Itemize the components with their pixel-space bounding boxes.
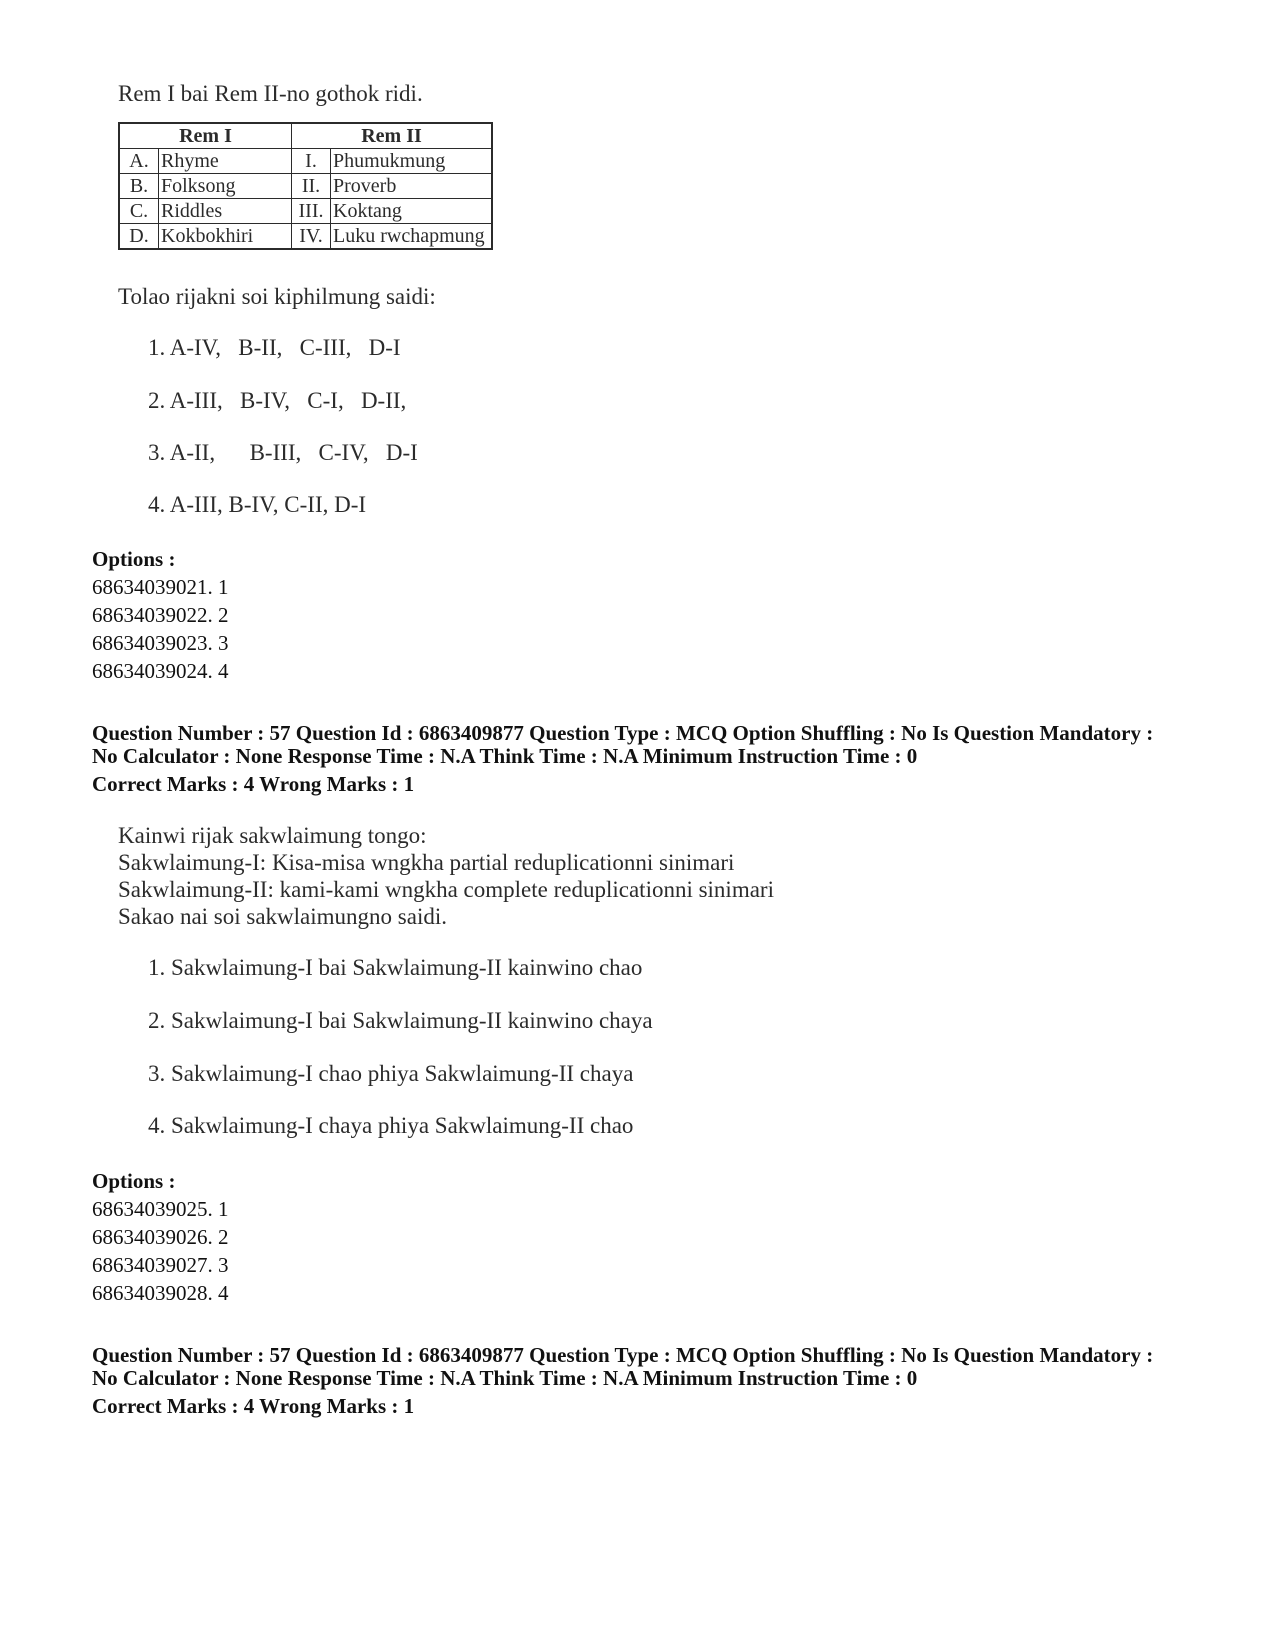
question-prompt bbox=[118, 283, 436, 311]
column-header-rem-i: Rem I bbox=[119, 123, 292, 149]
question-instruction: Rem I bai Rem II-no gothok ridi. bbox=[118, 81, 423, 106]
question-text-line: Kainwi rijak sakwlaimung tongo: bbox=[118, 823, 427, 848]
options-label: Options : bbox=[92, 1169, 176, 1193]
row-value: Rhyme bbox=[159, 149, 292, 174]
meta-line: No Calculator : None Response Time : N.A Think Time : N.A Minimum Instruction Time : 0 bbox=[92, 744, 918, 768]
choice-1: 1. Sakwlaimung-I bai Sakwlaimung-II kainwino chao bbox=[148, 955, 643, 980]
option-item[interactable]: 68634039028. 4 bbox=[92, 1281, 229, 1305]
marks-line: Correct Marks : 4 Wrong Marks : 1 bbox=[92, 772, 415, 796]
question-meta bbox=[92, 1344, 1192, 1418]
table-row bbox=[119, 199, 492, 224]
option-item[interactable]: 68634039025. 1 bbox=[92, 1197, 229, 1221]
row-key: A. bbox=[119, 149, 159, 174]
question-56-image bbox=[118, 80, 493, 250]
option-item[interactable]: 68634039026. 2 bbox=[92, 1225, 229, 1249]
choice-3: 3. A-II, B-III, C-IV, D-I bbox=[148, 440, 418, 465]
marks-line: Correct Marks : 4 Wrong Marks : 1 bbox=[92, 1394, 415, 1418]
table-row bbox=[119, 174, 492, 199]
question-text-line: Sakwlaimung-I: Kisa-misa wngkha partial reduplicationni sinimari bbox=[118, 850, 735, 875]
question-57-image bbox=[118, 822, 774, 930]
row-value: Folksong bbox=[159, 174, 292, 199]
option-item[interactable]: 68634039021. 1 bbox=[92, 575, 229, 599]
row-key: D. bbox=[119, 224, 159, 250]
choice-3: 3. Sakwlaimung-I chao phiya Sakwlaimung-II chaya bbox=[148, 1061, 634, 1086]
row-key: II. bbox=[292, 174, 331, 199]
choice-2: 2. A-III, B-IV, C-I, D-II, bbox=[148, 388, 407, 413]
row-key: C. bbox=[119, 199, 159, 224]
table-row bbox=[119, 224, 492, 250]
row-value: Phumukmung bbox=[331, 149, 493, 174]
row-key: III. bbox=[292, 199, 331, 224]
row-value: Riddles bbox=[159, 199, 292, 224]
choice-4: 4. Sakwlaimung-I chaya phiya Sakwlaimung-II chao bbox=[148, 1113, 634, 1138]
row-value: Luku rwchapmung bbox=[331, 224, 493, 250]
options-label: Options : bbox=[92, 547, 176, 571]
row-key: IV. bbox=[292, 224, 331, 250]
option-item[interactable]: 68634039024. 4 bbox=[92, 659, 229, 683]
meta-line: No Calculator : None Response Time : N.A Think Time : N.A Minimum Instruction Time : 0 bbox=[92, 1366, 918, 1390]
option-item[interactable]: 68634039027. 3 bbox=[92, 1253, 229, 1277]
option-item[interactable]: 68634039022. 2 bbox=[92, 603, 229, 627]
row-value: Proverb bbox=[331, 174, 493, 199]
match-table bbox=[118, 122, 493, 250]
option-item[interactable]: 68634039023. 3 bbox=[92, 631, 229, 655]
row-key: I. bbox=[292, 149, 331, 174]
row-value: Koktang bbox=[331, 199, 493, 224]
meta-line: Question Number : 57 Question Id : 6863409877 Question Type : MCQ Option Shuffling : No Is Question Mandatory : bbox=[92, 1343, 1154, 1367]
prompt-text: Tolao rijakni soi kiphilmung saidi: bbox=[118, 284, 436, 309]
choice-2: 2. Sakwlaimung-I bai Sakwlaimung-II kainwino chaya bbox=[148, 1008, 653, 1033]
question-text-line: Sakao nai soi sakwlaimungno saidi. bbox=[118, 904, 447, 929]
question-meta bbox=[92, 722, 1192, 796]
question-text-line: Sakwlaimung-II: kami-kami wngkha complete reduplicationni sinimari bbox=[118, 877, 774, 902]
meta-line: Question Number : 57 Question Id : 6863409877 Question Type : MCQ Option Shuffling : No Is Question Mandatory : bbox=[92, 721, 1154, 745]
choice-1: 1. A-IV, B-II, C-III, D-I bbox=[148, 335, 401, 360]
choice-4: 4. A-III, B-IV, C-II, D-I bbox=[148, 492, 367, 517]
row-key: B. bbox=[119, 174, 159, 199]
table-row bbox=[119, 149, 492, 174]
row-value: Kokbokhiri bbox=[159, 224, 292, 250]
options-block bbox=[92, 1167, 229, 1307]
options-block bbox=[92, 545, 229, 685]
column-header-rem-ii: Rem II bbox=[292, 123, 493, 149]
